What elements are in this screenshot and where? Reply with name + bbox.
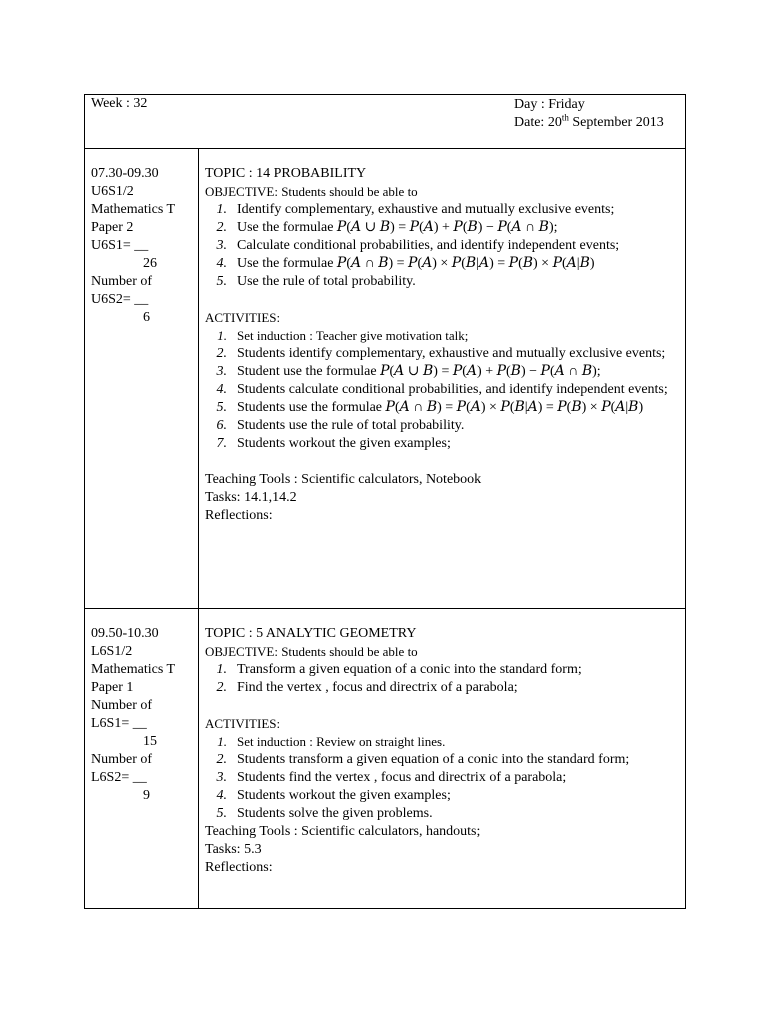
class-count-label-1: L6S1= __ [91, 716, 147, 731]
number-of-label: Number of [91, 752, 153, 767]
topic-title: TOPIC : 14 PROBABILITY [205, 166, 367, 181]
objectives-list [205, 661, 685, 697]
list-item: 1. Identify complementary, exhaustive and mutually exclusive events; [216, 202, 615, 217]
date-sup: th [561, 112, 569, 123]
lesson-plan-table [84, 94, 686, 909]
objective-label: OBJECTIVE: Students should be able to [205, 644, 418, 659]
header-row [85, 95, 685, 149]
week-label: Week : 32 [91, 96, 148, 111]
subject: Mathematics T [91, 662, 176, 677]
session-1-info [85, 149, 199, 608]
number-of-label: Number of [91, 698, 153, 713]
paper: Paper 1 [91, 680, 134, 695]
reflections: Reflections: [205, 860, 273, 875]
list-item: 5. Students solve the given problems. [216, 806, 433, 821]
activities-label: ACTIVITIES: [205, 716, 281, 731]
topic-title: TOPIC : 5 ANALYTIC GEOMETRY [205, 626, 417, 641]
time-slot: 07.30-09.30 [91, 166, 159, 181]
list-item: 5. Use the rule of total probability. [216, 274, 416, 289]
list-item: 3. Calculate conditional probabilities, and identify independent events; [216, 238, 620, 253]
teaching-tools: Teaching Tools : Scientific calculators, Notebook [205, 472, 482, 487]
activities-list [205, 327, 685, 453]
list-item: 3. Student use the formulae 𝑃(𝐴 ∪ 𝐵) = 𝑃(𝐴) + 𝑃(𝐵) − 𝑃(𝐴 ∩ 𝐵); [216, 364, 601, 379]
list-item: 2. Students transform a given equation of a conic into the standard form; [216, 752, 630, 767]
class-count-label-1: U6S1= __ [91, 238, 149, 253]
list-item: 2. Find the vertex , focus and directrix of a parabola; [216, 680, 518, 695]
time-slot: 09.50-10.30 [91, 626, 159, 641]
list-item: 4. Students workout the given examples; [216, 788, 451, 803]
session-2-info [85, 609, 199, 908]
session-row-1 [85, 149, 685, 609]
teaching-tools: Teaching Tools : Scientific calculators, handouts; [205, 824, 481, 839]
reflections: Reflections: [205, 508, 273, 523]
day-label: Day : Friday [514, 97, 585, 112]
tasks: Tasks: 14.1,14.2 [205, 490, 297, 505]
class-count-1: 15 [143, 734, 157, 749]
list-item: 4. Use the formulae 𝑃(𝐴 ∩ 𝐵) = 𝑃(𝐴) × 𝑃(𝐵|𝐴) = 𝑃(𝐵) × 𝑃(𝐴|𝐵) [216, 256, 595, 271]
list-item: 6. Students use the rule of total probability. [216, 418, 465, 433]
day-date-block [514, 96, 664, 132]
session-2-content [199, 609, 685, 908]
activities-list [205, 733, 685, 823]
number-of-label: Number of [91, 274, 153, 289]
activities-label: ACTIVITIES: [205, 310, 281, 325]
session-1-content [199, 149, 685, 608]
class-count-1: 26 [143, 256, 157, 271]
date-label [514, 114, 664, 132]
class-name: L6S1/2 [91, 644, 133, 659]
class-count-label-2: L6S2= __ [91, 770, 147, 785]
subject: Mathematics T [91, 202, 176, 217]
list-item: 3. Students find the vertex , focus and directrix of a parabola; [216, 770, 567, 785]
list-item: 2. Students identify complementary, exhaustive and mutually exclusive events; [216, 346, 666, 361]
objectives-list [205, 201, 685, 291]
list-item: 4. Students calculate conditional probabilities, and identify independent events; [216, 382, 668, 397]
class-count-2: 6 [143, 310, 150, 325]
list-item: 2. Use the formulae 𝑃(𝐴 ∪ 𝐵) = 𝑃(𝐴) + 𝑃(𝐵) − 𝑃(𝐴 ∩ 𝐵); [216, 220, 558, 235]
list-item: 1. Set induction : Review on straight lines. [217, 734, 446, 749]
list-item: 7. Students workout the given examples; [216, 436, 451, 451]
list-item: 1. Transform a given equation of a conic into the standard form; [216, 662, 582, 677]
class-name: U6S1/2 [91, 184, 134, 199]
date-prefix: Date: 20 [514, 115, 562, 130]
class-count-label-2: U6S2= __ [91, 292, 149, 307]
list-item: 1. Set induction : Teacher give motivation talk; [217, 328, 469, 343]
session-row-2 [85, 609, 685, 908]
date-suffix: September 2013 [568, 115, 664, 130]
objective-label: OBJECTIVE: Students should be able to [205, 184, 418, 199]
list-item: 5. Students use the formulae 𝑃(𝐴 ∩ 𝐵) = 𝑃(𝐴) × 𝑃(𝐵|𝐴) = 𝑃(𝐵) × 𝑃(𝐴|𝐵) [216, 400, 644, 415]
paper: Paper 2 [91, 220, 134, 235]
class-count-2: 9 [143, 788, 150, 803]
tasks: Tasks: 5.3 [205, 842, 262, 857]
